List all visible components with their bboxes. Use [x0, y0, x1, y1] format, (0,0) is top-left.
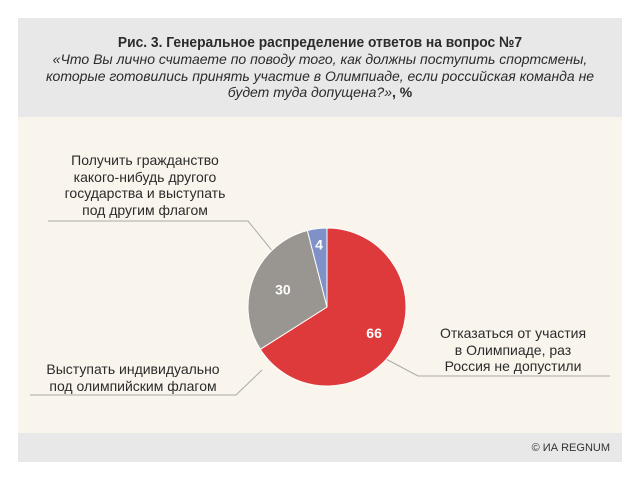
unit-label: , %: [392, 84, 413, 100]
chart-title: Рис. 3. Генеральное распределение ответов на вопрос №7: [117, 34, 523, 51]
label-line: под другим флагом: [82, 201, 208, 218]
value-label-refuse: 66: [366, 324, 382, 341]
pie-slices: [248, 228, 406, 386]
label-other-citizenship: [40, 152, 250, 218]
label-line: под олимпийским флагом: [49, 377, 217, 394]
label-line: Получить гражданство: [71, 152, 219, 168]
label-line: Отказаться от участия: [439, 325, 587, 341]
label-line: государства и выступать: [64, 185, 226, 201]
label-neutral-flag: [28, 361, 238, 394]
leader-line-other-citizenship: [48, 221, 278, 258]
label-line: какого-нибудь другого: [73, 168, 217, 185]
question-body: «Что Вы лично считаете по поводу того, как должны поступить спортсмены, которые готовились принять участие в Олимпиаде, если российская команда не будет туда допущена?»: [45, 51, 595, 100]
value-label-neutral-flag: 30: [275, 281, 291, 298]
value-label-other-citizenship: 4: [315, 236, 323, 253]
label-line: Выступать индивидуально: [46, 361, 220, 377]
label-line: Россия не допустили: [444, 358, 582, 374]
label-refuse: [418, 325, 608, 375]
chart-footer: [18, 433, 622, 462]
label-line: в Олимпиаде, раз: [454, 341, 572, 358]
source-credit: © ИА REGNUM: [531, 442, 610, 454]
